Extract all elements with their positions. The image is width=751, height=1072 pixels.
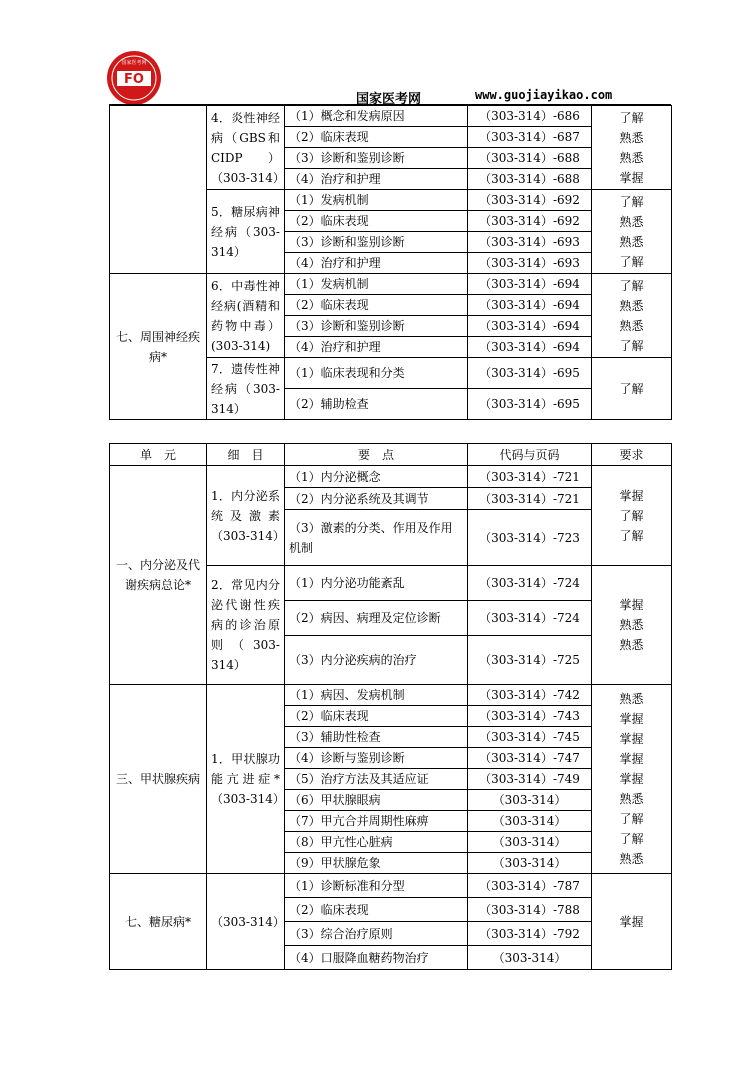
requirement-cell <box>592 190 672 274</box>
requirement-cell <box>592 874 672 970</box>
point-cell: （1）诊断标准和分型 <box>285 874 468 898</box>
requirement-level: 了解 <box>619 528 644 543</box>
requirement-level: 熟悉 <box>619 130 644 145</box>
code-cell: （303-314）-743 <box>468 706 592 727</box>
requirement-level: 了解 <box>619 338 644 353</box>
table-row <box>110 874 672 898</box>
requirement-level: 熟悉 <box>619 150 644 165</box>
table-header-row <box>110 444 672 466</box>
point-cell: （4）诊断与鉴别诊断 <box>285 748 468 769</box>
table-row <box>110 685 672 706</box>
item-cell: 7．遗传性神经病（303-314） <box>207 358 285 420</box>
unit-cell <box>110 106 207 274</box>
code-cell: （303-314） <box>468 946 592 970</box>
code-cell: （303-314）-694 <box>468 316 592 337</box>
point-cell: （3）辅助性检查 <box>285 727 468 748</box>
code-cell: （303-314）-693 <box>468 232 592 253</box>
syllabus-table-neurology <box>109 105 672 420</box>
svg-text:国家医考网: 国家医考网 <box>121 60 147 66</box>
requirement-level: 了解 <box>619 254 644 269</box>
point-cell: （2）临床表现 <box>285 706 468 727</box>
code-cell: （303-314）-692 <box>468 211 592 232</box>
point-cell: （1）发病机制 <box>285 274 468 295</box>
point-cell: （1）内分泌概念 <box>285 466 468 488</box>
requirement-level: 熟悉 <box>619 692 644 706</box>
code-cell: （303-314）-694 <box>468 274 592 295</box>
unit-cell: 七、糖尿病* <box>110 874 207 970</box>
point-cell: （9）甲状腺危象 <box>285 853 468 874</box>
code-cell: （303-314）-692 <box>468 190 592 211</box>
requirement-level: 熟悉 <box>619 234 644 249</box>
requirement-level: 熟悉 <box>619 792 644 806</box>
table-row <box>110 466 672 488</box>
requirement-cell <box>592 358 672 420</box>
code-cell: （303-314）-693 <box>468 253 592 274</box>
code-cell: （303-314）-721 <box>468 488 592 510</box>
code-cell: （303-314）-723 <box>468 510 592 566</box>
requirement-level: 掌握 <box>619 598 644 612</box>
code-cell: （303-314）-695 <box>468 358 592 389</box>
code-cell: （303-314） <box>468 832 592 853</box>
code-cell: （303-314）-687 <box>468 127 592 148</box>
code-cell: （303-314）-688 <box>468 169 592 190</box>
code-cell: （303-314）-742 <box>468 685 592 706</box>
point-cell: （3）内分泌疾病的治疗 <box>285 636 468 685</box>
code-cell: （303-314） <box>468 811 592 832</box>
site-url: www.guojiayikao.com <box>475 88 613 102</box>
svg-text:FO: FO <box>124 72 144 87</box>
requirement-cell <box>592 685 672 874</box>
code-cell: （303-314）-749 <box>468 769 592 790</box>
table-row <box>110 106 672 127</box>
code-cell: （303-314）-686 <box>468 106 592 127</box>
requirement-level: 熟悉 <box>619 638 644 652</box>
code-cell: （303-314）-695 <box>468 389 592 420</box>
code-cell: （303-314） <box>468 790 592 811</box>
point-cell: （2）辅助检查 <box>285 389 468 420</box>
point-cell: （1）内分泌功能紊乱 <box>285 566 468 601</box>
point-cell: （1）临床表现和分类 <box>285 358 468 389</box>
item-cell: 5．糖尿病神经病（303-314） <box>207 190 285 274</box>
requirement-level: 掌握 <box>619 712 644 726</box>
point-cell: （2）临床表现 <box>285 898 468 922</box>
requirement-level: 熟悉 <box>619 318 644 333</box>
requirement-cell <box>592 274 672 358</box>
point-cell: （6）甲状腺眼病 <box>285 790 468 811</box>
point-cell: （2）内分泌系统及其调节 <box>285 488 468 510</box>
code-cell: （303-314）-724 <box>468 601 592 636</box>
item-cell: 1．内分泌系统及激素（303-314） <box>207 466 285 566</box>
requirement-level: 了解 <box>619 381 644 396</box>
point-cell: （3）诊断和鉴别诊断 <box>285 232 468 253</box>
header-points: 要 点 <box>285 444 468 466</box>
requirement-level: 掌握 <box>619 772 644 786</box>
requirement-level: 熟悉 <box>619 618 644 632</box>
site-logo <box>106 50 162 106</box>
requirement-level: 了解 <box>619 194 644 209</box>
code-cell: （303-314）-725 <box>468 636 592 685</box>
point-cell: （4）治疗和护理 <box>285 337 468 358</box>
requirement-level: 掌握 <box>619 488 644 503</box>
requirement-level: 了解 <box>619 812 644 826</box>
code-cell: （303-314）-787 <box>468 874 592 898</box>
item-cell: 1．甲状腺功能亢进症*（303-314） <box>207 685 285 874</box>
requirement-level: 掌握 <box>619 732 644 746</box>
requirement-level: 了解 <box>619 110 644 125</box>
requirement-level: 掌握 <box>619 170 644 185</box>
point-cell: （3）诊断和鉴别诊断 <box>285 148 468 169</box>
item-cell: 2．常见内分泌代谢性疾病的诊治原则（303-314） <box>207 566 285 685</box>
code-cell: （303-314）-694 <box>468 295 592 316</box>
point-cell: （2）病因、病理及定位诊断 <box>285 601 468 636</box>
point-cell: （4）治疗和护理 <box>285 253 468 274</box>
point-cell: （3）综合治疗原则 <box>285 922 468 946</box>
point-cell: （4）治疗和护理 <box>285 169 468 190</box>
header-code: 代码与页码 <box>468 444 592 466</box>
point-cell: （2）临床表现 <box>285 295 468 316</box>
point-cell: （2）临床表现 <box>285 127 468 148</box>
code-cell: （303-314）-745 <box>468 727 592 748</box>
header-unit: 单 元 <box>110 444 207 466</box>
item-cell: （303-314） <box>207 874 285 970</box>
table-row <box>110 274 672 295</box>
requirement-level: 熟悉 <box>619 298 644 313</box>
requirement-level: 熟悉 <box>619 214 644 229</box>
point-cell: （8）甲亢性心脏病 <box>285 832 468 853</box>
requirement-cell <box>592 106 672 190</box>
point-cell: （1）发病机制 <box>285 190 468 211</box>
requirement-level: 了解 <box>619 508 644 523</box>
code-cell: （303-314）-788 <box>468 898 592 922</box>
site-name: 国家医考网 <box>356 92 422 107</box>
code-cell: （303-314）-688 <box>468 148 592 169</box>
code-cell: （303-314）-724 <box>468 566 592 601</box>
point-cell: （1）概念和发病原因 <box>285 106 468 127</box>
requirement-level: 熟悉 <box>619 852 644 866</box>
header-requirement: 要求 <box>592 444 672 466</box>
item-cell: 4．炎性神经病（GBS和CIDP）（303-314） <box>207 106 285 190</box>
point-cell: （3）激素的分类、作用及作用机制 <box>285 510 468 566</box>
code-cell: （303-314）-694 <box>468 337 592 358</box>
point-cell: （1）病因、发病机制 <box>285 685 468 706</box>
point-cell: （7）甲亢合并周期性麻痹 <box>285 811 468 832</box>
unit-cell: 七、周围神经疾病* <box>110 274 207 420</box>
requirement-cell <box>592 466 672 566</box>
unit-cell: 三、甲状腺疾病 <box>110 685 207 874</box>
point-cell: （3）诊断和鉴别诊断 <box>285 316 468 337</box>
unit-cell: 一、内分泌及代谢疾病总论* <box>110 466 207 685</box>
requirement-cell <box>592 566 672 685</box>
code-cell: （303-314） <box>468 853 592 874</box>
requirement-level: 了解 <box>619 832 644 846</box>
requirement-level: 掌握 <box>619 752 644 766</box>
requirement-level: 了解 <box>619 278 644 293</box>
item-cell: 6．中毒性神经病(酒精和药物中毒）(303-314) <box>207 274 285 358</box>
point-cell: （2）临床表现 <box>285 211 468 232</box>
point-cell: （5）治疗方法及其适应证 <box>285 769 468 790</box>
code-cell: （303-314）-792 <box>468 922 592 946</box>
syllabus-table-endocrine <box>109 443 672 970</box>
header-item: 细 目 <box>207 444 285 466</box>
code-cell: （303-314）-747 <box>468 748 592 769</box>
requirement-level: 掌握 <box>619 914 644 929</box>
code-cell: （303-314）-721 <box>468 466 592 488</box>
point-cell: （4）口服降血糖药物治疗 <box>285 946 468 970</box>
